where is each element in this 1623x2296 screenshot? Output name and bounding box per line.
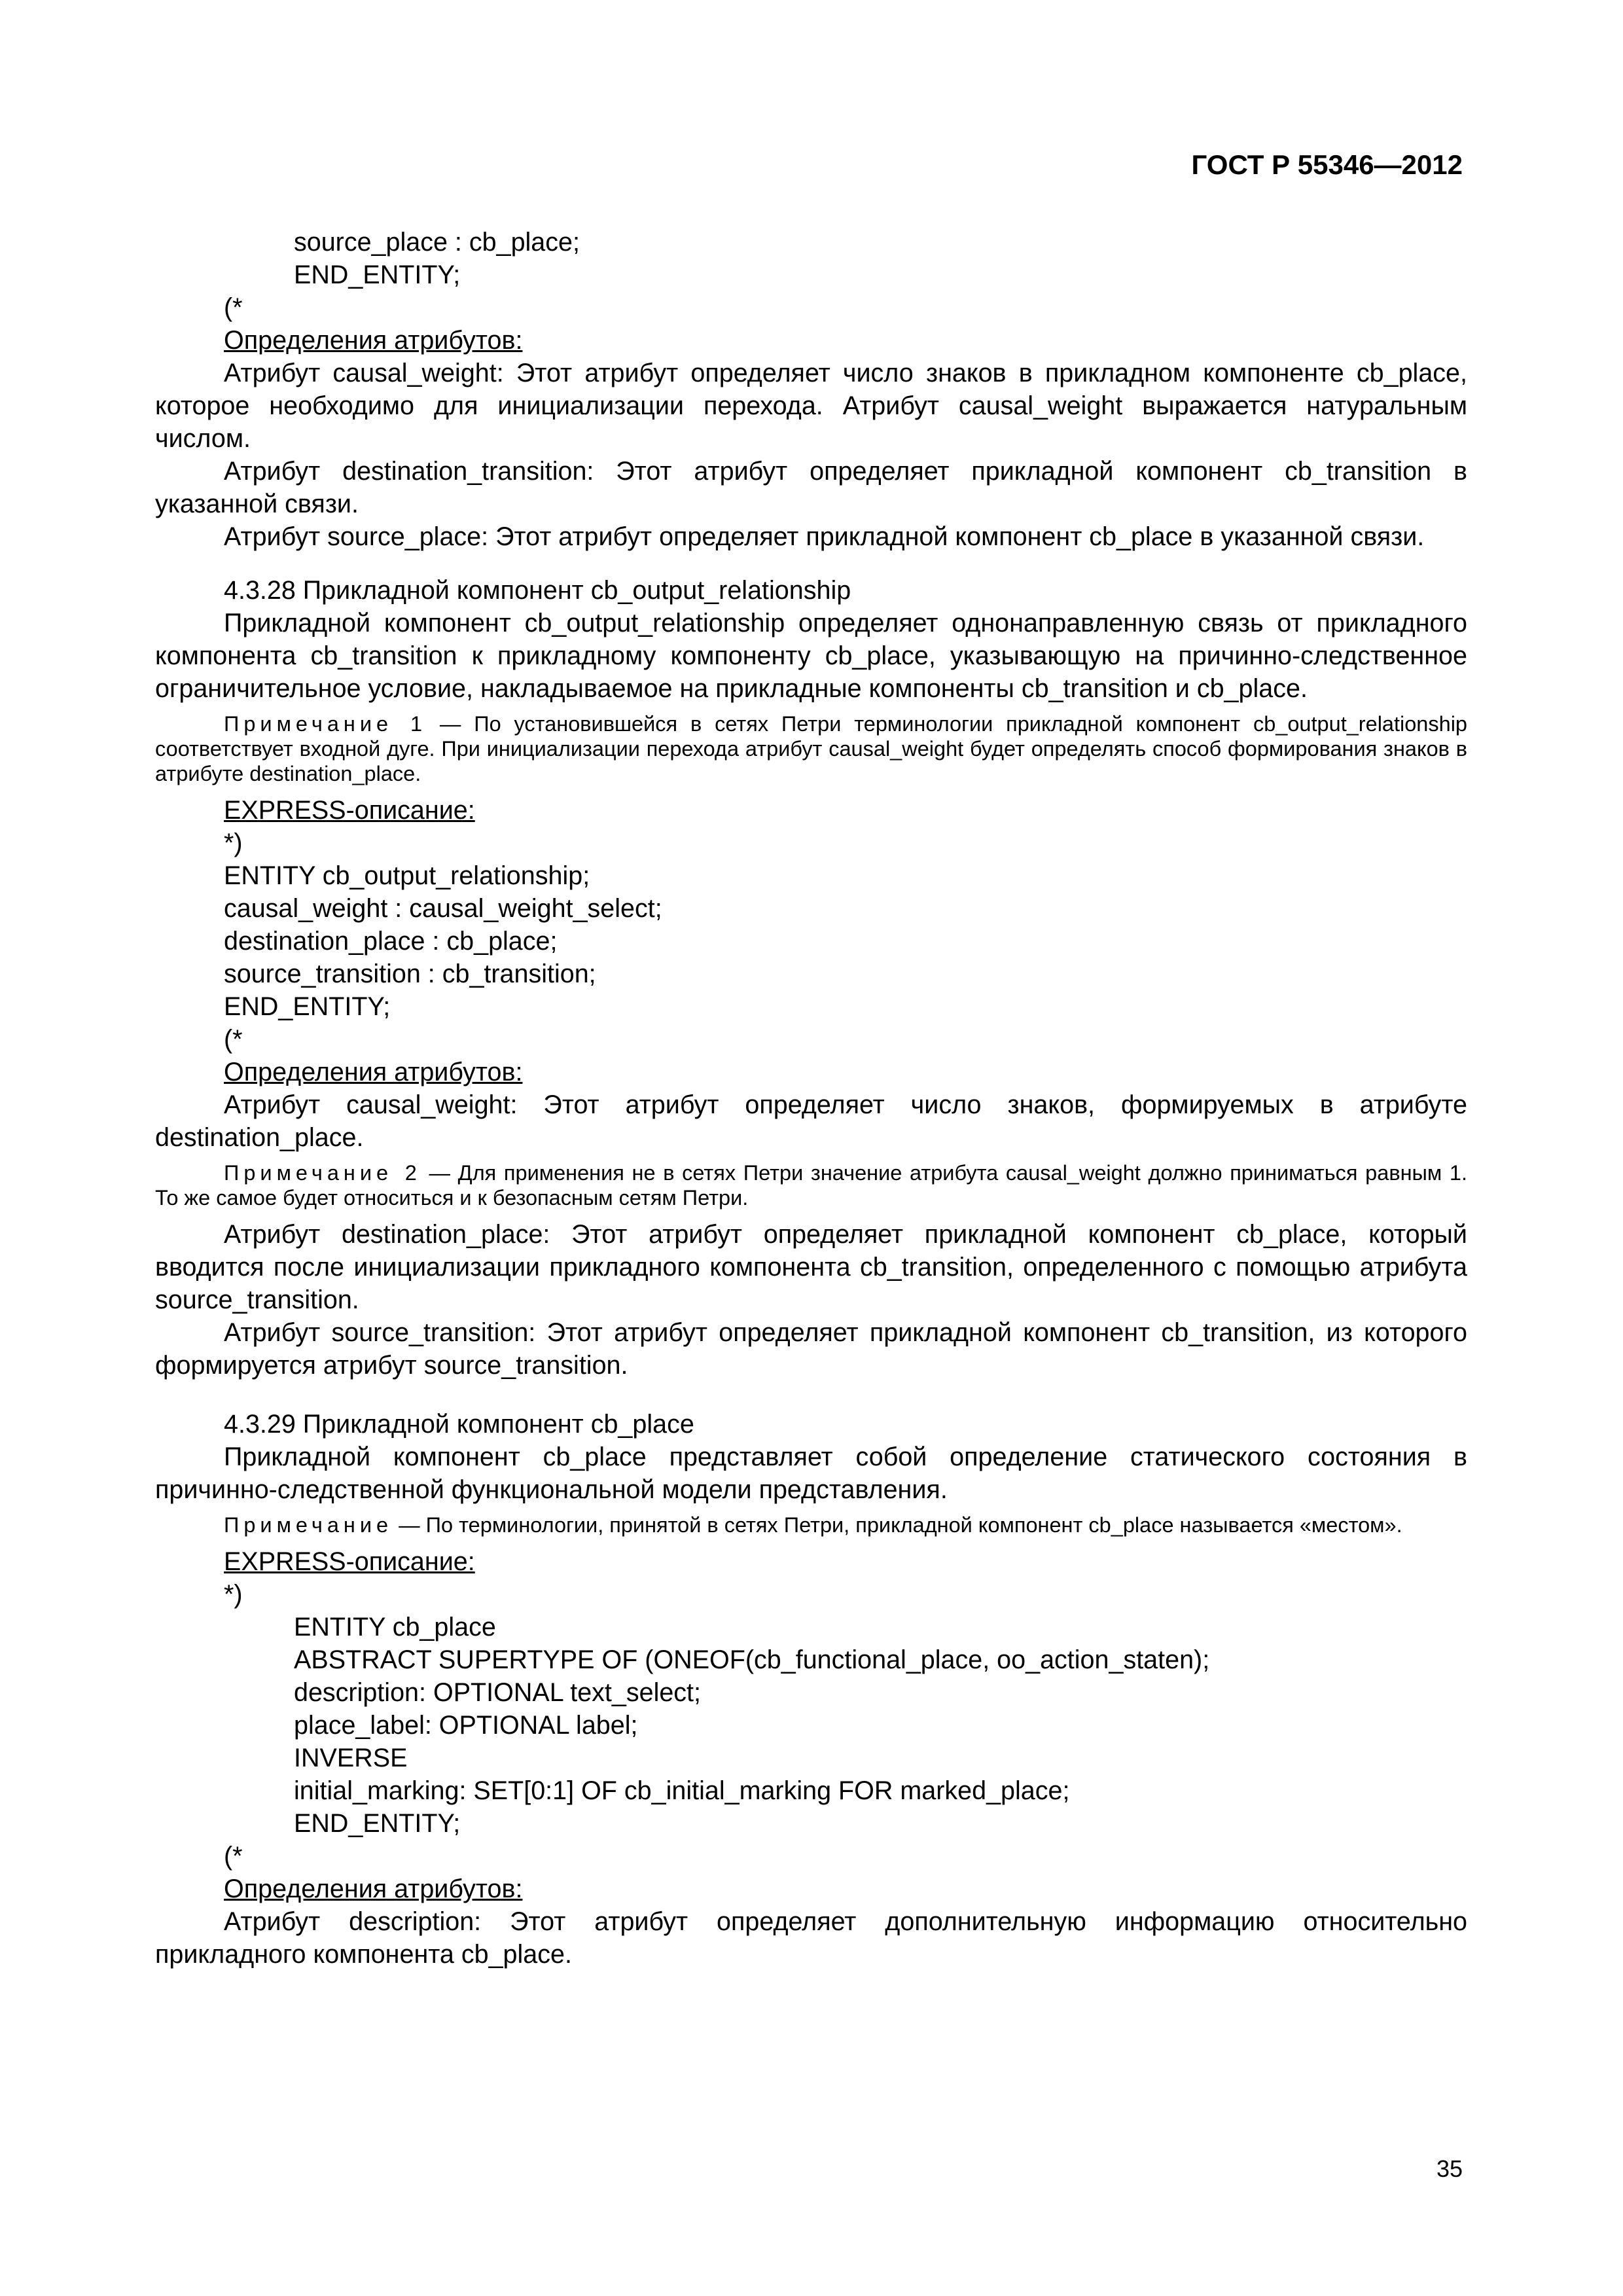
express-heading: EXPRESS-описание: [224, 1547, 475, 1576]
paragraph: Атрибут source_place: Этот атрибут определяет прикладной компонент cb_place в указанной связи. [224, 522, 1425, 551]
attributes-heading: Определения атрибутов: [224, 326, 523, 355]
code-line: destination_place : cb_place; [224, 927, 558, 956]
section-heading: 4.3.28 Прикладной компонент cb_output_relationship [224, 576, 851, 605]
note-label: Примечание 1 [224, 712, 427, 736]
note-text: — Для применения не в сетях Петри значение атрибута causal_weight должно приниматься равным 1. То же самое будет относиться и к безопасным сетям Петри. [155, 1161, 1467, 1210]
express-heading: EXPRESS-описание: [224, 796, 475, 825]
code-line: ABSTRACT SUPERTYPE OF (ONEOF(cb_functional_place, oo_action_staten); [294, 1645, 1210, 1674]
section-heading: 4.3.29 Прикладной компонент cb_place [224, 1410, 694, 1439]
code-line: source_place : cb_place; [294, 228, 580, 257]
code-line: *) [224, 829, 243, 857]
code-line: source_transition : cb_transition; [224, 960, 596, 988]
paragraph: Атрибут causal_weight: Этот атрибут определяет число знаков в прикладном компоненте cb_place, которое необходимо для инициализации перехода. Атрибут causal_weight выражается натуральным числом. [155, 359, 1467, 453]
note-label: Примечание 2 [224, 1161, 421, 1185]
note-label: Примечание [224, 1513, 393, 1537]
code-line: description: OPTIONAL text_select; [294, 1678, 702, 1707]
page-number: 35 [1436, 2155, 1463, 2182]
note-text: — По установившейся в сетях Петри терминологии прикладной компонент cb_output_relationship соответствует входной дуге. При инициализации перехода атрибут causal_weight будет определять способ формирования знаков в атрибуте destination_place. [155, 712, 1468, 785]
paragraph: Атрибут causal_weight: Этот атрибут определяет число знаков, формируемых в атрибуте destination_place. [155, 1090, 1467, 1152]
code-line: ENTITY cb_output_relationship; [224, 861, 590, 890]
code-line: causal_weight : causal_weight_select; [224, 894, 662, 923]
note [155, 1160, 1467, 1210]
attributes-heading: Определения атрибутов: [224, 1058, 523, 1086]
note [155, 1513, 1467, 1537]
paragraph: Атрибут destination_place: Этот атрибут определяет прикладной компонент cb_place, который вводится после инициализации прикладного компонента cb_transition, определенного с помощью атрибута source_transition. [155, 1220, 1467, 1314]
standard-header: ГОСТ Р 55346—2012 [1191, 149, 1463, 180]
note-text: — По терминологии, принятой в сетях Петри, прикладной компонент cb_place называется «местом». [393, 1513, 1402, 1537]
paragraph: Прикладной компонент cb_output_relationship определяет однонаправленную связь от прикладного компонента cb_transition к прикладному компоненту cb_place, указывающую на причинно-следственное ограничительное условие, накладываемое на прикладные компоненты cb_transition и cb_place. [155, 609, 1467, 703]
paragraph: Атрибут source_transition: Этот атрибут определяет прикладной компонент cb_transition, из которого формируется атрибут source_transition. [155, 1318, 1467, 1380]
attributes-heading: Определения атрибутов: [224, 1874, 523, 1903]
code-line: (* [224, 1025, 243, 1054]
code-line: END_ENTITY; [294, 1809, 461, 1838]
code-line: (* [224, 1842, 243, 1871]
paragraph: Прикладной компонент cb_place представляет собой определение статического состояния в причинно-следственной функциональной модели представления. [155, 1443, 1467, 1504]
code-line: (* [224, 293, 243, 322]
page-content [155, 226, 1467, 1971]
code-line: ENTITY cb_place [294, 1613, 496, 1641]
code-line: END_ENTITY; [294, 260, 461, 289]
paragraph: Атрибут destination_transition: Этот атрибут определяет прикладной компонент cb_transition в указанной связи. [155, 457, 1467, 518]
paragraph: Атрибут description: Этот атрибут определяет дополнительную информацию относительно прикладного компонента cb_place. [155, 1907, 1467, 1969]
code-line: place_label: OPTIONAL label; [294, 1711, 638, 1740]
code-line: initial_marking: SET[0:1] OF cb_initial_marking FOR marked_place; [294, 1776, 1070, 1805]
code-line: END_ENTITY; [224, 992, 391, 1021]
note [155, 711, 1467, 786]
code-line: INVERSE [294, 1744, 408, 1772]
code-line: *) [224, 1580, 243, 1609]
